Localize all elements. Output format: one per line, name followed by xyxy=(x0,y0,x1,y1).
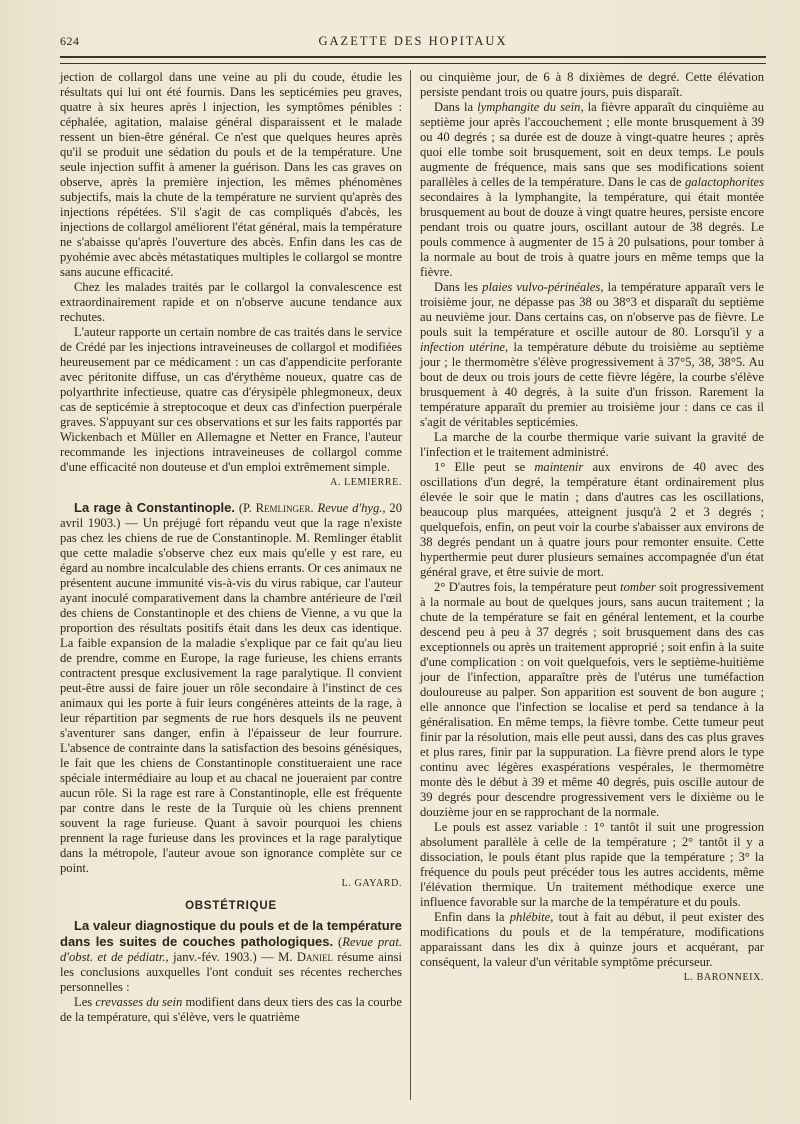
text: , la fièvre apparaît du cinquième au septième jour après l'accouchement ; elle monte brusquement à 39 ou 40 degrés ; sa durée est de douze à vingt-quatre heures ; après quoi elle tombe soit brusquement, soit en deux temps. Le pouls augmente de fréquence, mais sans que ses modifications soient parallèles à celles de la température. Dans le cas de xyxy=(420,100,764,189)
text: , la température débute du troisième au septième jour ; le thermomètre s'élève progressivement à 37°5, 38, 38°5. Au bout de deux ou trois jours de cette fièvre légère, la courbe s'élève brusquement à 40 degrés, à la suite d'un frisson. Rarement la température apparaît du premier au troisième jour : dans ce cas il s'agit de véritables septicémies. xyxy=(420,340,764,429)
paragraph xyxy=(420,100,764,280)
emphasis: lymphangite du sein xyxy=(477,100,581,114)
ref-journal: Revue prat. d'obst. et de pédiatr. xyxy=(60,935,402,964)
running-title: GAZETTE DES HOPITAUX xyxy=(318,34,508,48)
emphasis: phlébite xyxy=(509,910,551,924)
text: soit progressivement à la normale au bout de quelques jours, sans aucun traitement ; la chute de la température se fait en général lentement, et la courbe descend peu à peu à 37 degrés ; soit brusquement dans des cas exceptionnels ou après un traitement approprié ; soit enfin à la suite d'une complication : on voit quelquefois, vers le septième-huitième jour de l'infection, apparaître près de l'utérus une tuméfaction douloureuse au palper. Son apparition est souvent de bon augure ; elle annonce que l'infection se localise et perd sa tendance à la généralisation. En même temps, la fièvre tombe. Cette tumeur peut finir par la résolution, mais elle peut aussi, dans des cas plus graves et plus rares, finir par la suppuration. La fièvre prend alors le type continu avec légères exaspérations vespérales, le thermomètre monte dès le début à 39 et même 40 degrés, puis oscille autour de 39 degrés pour descendre progressivement vers le dixième ou le douzième jour en se rapprochant de la normale. xyxy=(420,580,765,819)
ref-text: (P. xyxy=(234,501,256,515)
emphasis: galactophorites xyxy=(684,175,764,189)
ref-author: Remlinger xyxy=(255,501,311,515)
left-column xyxy=(60,70,402,1025)
paragraph: La marche de la courbe thermique varie suivant la gravité de l'infection et le traitement administré. xyxy=(420,430,764,459)
ref-text: . xyxy=(310,501,318,515)
right-column xyxy=(420,70,764,985)
column-divider xyxy=(410,70,411,1100)
emphasis: maintenir xyxy=(534,460,584,474)
ref-text: , 20 avril 1903.) — xyxy=(60,501,402,530)
ref-text: , janv.-fév. 1903.) — M. xyxy=(165,950,297,964)
text: secondaires à la lymphangite, la température, qui était montée brusquement au bout de douze à vingt quatre heures, persiste encore pendant trois ou quatre jours, oscillant autour de 38 degrés. Le pouls commence à augmenter de 15 à 20 pulsations, pour tomber à la normale au bout de trois à quatre jours en même temps que la fièvre. xyxy=(420,190,764,279)
paragraph: jection de collargol dans une veine au pli du coude, étudie les résultats qui lui ont été fournis. Dans les septicémies peu graves, quatre à six heures après l injection, les symptômes pénibles : céphalée, agitation, malaise général disparaissent et le malade ressent un bien-être général. Ce n'est que quelques heures après qu'il se produit une sédation du pouls et de la température. Une seule injection suffit à amener la guérison. Dans les cas graves on observe, après la première injection, les mêmes phénomènes subjectifs, mais la chute de la température ne survient qu'après des injections répétées. S'il s'agit de cas compliqués d'abcès, les injections de collargol améliorent l'état général, mais la température ne s'abaisse qu'après l'ouverture des abcès. Enfin dans les cas de pyohémie avec abcès métastatiques multiples le collargol se montre sans aucune efficacité. xyxy=(60,70,402,279)
page-header xyxy=(60,34,766,56)
ref-author: Daniel xyxy=(296,950,333,964)
author-signature: L. BARONNEIX. xyxy=(683,972,764,983)
text: aux environs de 40 avec des oscillations d'un degré, la température étant ordinairement plus élevée le soir que le matin ; dans d'autres cas les oscillations, beaucoup plus marquées, atteignent jusqu'à 2 et 3 degrés ; quelquefois, enfin, on peut voir la courbe s'abaisser aux environs de 38 degrés pendant un à quatre jours pour remonter ensuite. Cette hyperthermie peut durer plusieurs semaines accompagnée d'un état général grave, et être suivie de mort. xyxy=(420,460,764,579)
paragraph xyxy=(420,910,764,970)
emphasis: plaies vulvo-périnéales xyxy=(482,280,601,294)
emphasis: crevasses du sein xyxy=(95,995,183,1009)
ref-text: résume ainsi les conclusions auxquelles l'ont conduit ses récentes recherches personnelles : xyxy=(60,950,403,994)
ref-journal: Revue d'hyg. xyxy=(317,501,383,515)
text: Les xyxy=(74,995,96,1009)
author-signature: L. GAYARD. xyxy=(341,878,402,889)
article-title: La valeur diagnostique du pouls et de la température dans les suites de couches pathologiques. xyxy=(60,918,402,949)
text: , tout à fait au début, il peut exister des modifications du pouls et de la température, modifications apparaissant dans les dix à quinze jours et acquérant, par conséquent, la valeur d'un véritable symptôme précurseur. xyxy=(420,910,764,969)
paragraph xyxy=(420,580,764,820)
text: 2° D'autres fois, la température peut xyxy=(434,580,621,594)
emphasis: tomber xyxy=(620,580,656,594)
paragraph xyxy=(420,460,764,580)
text: modifient dans deux tiers des cas la courbe de la température, qui s'élève, vers le quatrième xyxy=(60,995,402,1024)
ref-text: ( xyxy=(333,935,343,949)
text: , la température apparaît vers le troisième jour, ne dépasse pas 38 ou 38°3 et disparaît du septième au neuvième jour. Dans certains cas, on n'observe pas de fièvre. Le pouls suit la température et oscille autour de 80. Lorsqu'il y a xyxy=(420,280,764,339)
paragraph: Le pouls est assez variable : 1° tantôt il suit une progression absolument parallèle à celle de la température ; 2° tantôt il y a dissociation, le pouls étant plus rapide que la température ; 3° la fréquence du pouls peut précéder tous les autres accidents, même l'élévation thermique. Un traitement méthodique exerce une influence favorable sur la marche de la température et du pouls. xyxy=(420,820,764,909)
paragraph: ou cinquième jour, de 6 à 8 dixièmes de degré. Cette élévation persiste pendant trois ou quatre jours, puis disparaît. xyxy=(420,70,764,99)
page-number: 624 xyxy=(60,34,80,48)
paragraph: Chez les malades traités par le collargol la convalescence est extraordinairement rapide et on n'observe aucune tendance aux rechutes. xyxy=(60,280,402,324)
article-body: Un préjugé fort répandu veut que la rage n'existe pas chez les chiens de rue de Constantinople. M. Remlinger établit que cette maladie s'observe chez eux mais qu'elle y est rare, eu égard au nombre incalculable des chiens errants. Or ces animaux ne présentent aucune immunité vis-à-vis du virus rabique, car l'auteur ayant inoculé comparativement dans la chambre antérieure de l'œil des chiens de Constantinople et des chiens de Vienne, a vu que la proportion des résultats positifs était dans les deux cas identique. La faible expansion de la maladie s'explique par ce fait qu'au lieu de prendre, comme en Europe, la rage furieuse, les chiens errants contractent presque exclusivement la rage paralytique. Il convient peut-être aussi de faire jouer un rôle secondaire à l'instinct de ces animaux qui les porte à fuir leurs congénères atteints de la rage, à leur répartition par segments de rue hors desquels ils ne peuvent s'aventurer sans danger, enfin à l'épaisseur de leur fourrure. L'absence de contrainte dans la satisfaction des besoins génésiques, le fait que les chiens de Constantinople constitueraient une race spéciale intermédiaire au loup et au chacal ne joueraient par contre aucun rôle. Si la rage est rare à Constantinople, elle est fréquente par contre dans le reste de la Turquie où les chiens prennent souvent la rage furieuse. Quant à savoir pourquoi les chiens prennent la rage furieuse dans les provinces et la rage paralytique dans la métropole, l'auteur avoue son ignorance complète sur ce point. xyxy=(60,516,402,875)
author-signature: A. LEMIERRE. xyxy=(330,477,402,488)
article-rage xyxy=(60,500,402,876)
text: Dans la xyxy=(434,100,478,114)
article-obstetrics xyxy=(60,918,402,995)
paragraph: L'auteur rapporte un certain nombre de cas traités dans le service de Crédé par les injections intraveineuses de collargol et modifiées heureusement par ce médicament : un cas d'appendicite perforante avec péritonite diffuse, un cas d'érythème noueux, quatre cas de polyarthrite infectieuse, quatre cas d'érysipèle phlegmoneux, deux cas de septicémie à streptocoque et deux cas d'infection puerpérale graves. S'appuyant sur ces observations et sur les faits rapportés par Wickenbach et Müller en Allemagne et Netter en France, l'auteur recommande les injections intraveineuses de collargol comme d'une efficacité non douteuse et d'un emploi extrêmement simple. xyxy=(60,325,402,474)
paragraph xyxy=(60,995,402,1025)
section-heading: OBSTÉTRIQUE xyxy=(185,900,277,912)
header-rule xyxy=(60,56,766,64)
text: 1° Elle peut se xyxy=(434,460,535,474)
text: Enfin dans la xyxy=(434,910,510,924)
article-title: La rage à Constantinople. xyxy=(74,500,235,515)
emphasis: infection utérine xyxy=(420,340,506,354)
paragraph xyxy=(420,280,764,430)
text: Dans les xyxy=(434,280,483,294)
